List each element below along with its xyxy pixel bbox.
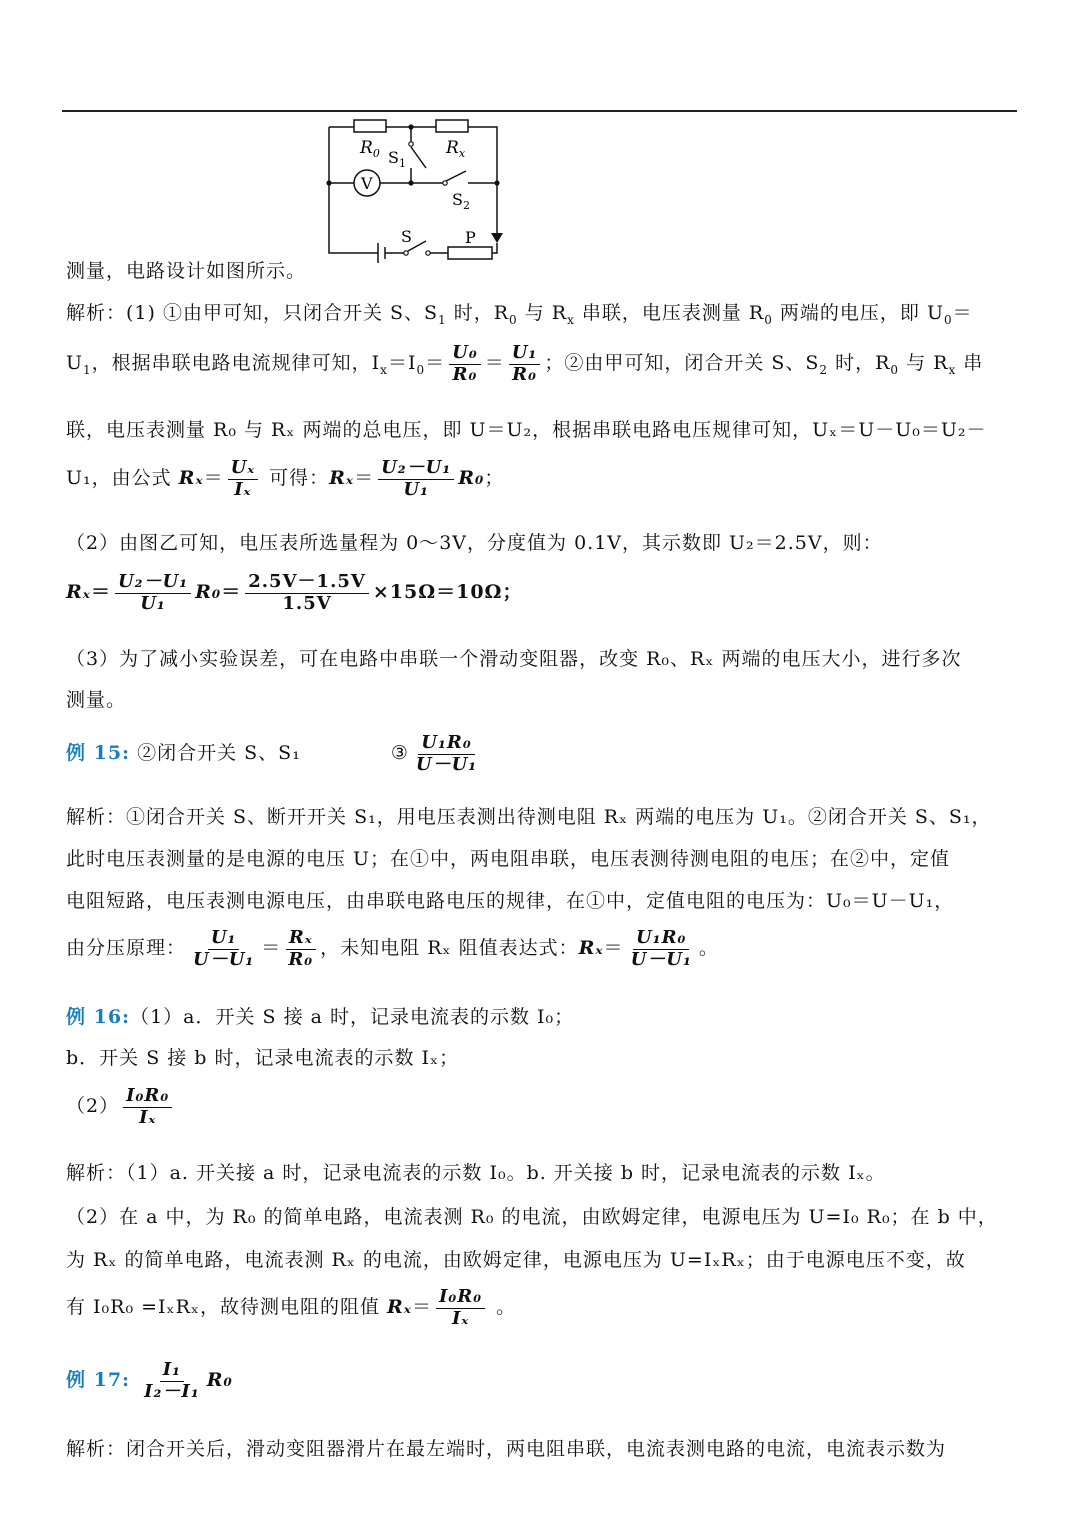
fraction-U1-R0: $\frac{\text{U₁}}{\text{R₀}}$ [509, 343, 541, 385]
label-S1: $S_1$ [388, 148, 406, 170]
text-line-21: 有 I₀R₀ =IₓRₓ，故待测电阻的阻值 Rₓ＝ $\frac{\text{I₀R₀}}{\text{Iₓ}}$ 。 [66, 1286, 517, 1329]
text-line-4: 联，电压表测量 R₀ 与 Rₓ 两端的总电压，即 U＝U₂，根据串联电路电压规律可知，Uₓ＝U－U₀＝U₂－ [66, 419, 987, 441]
text-line-23: 解析：闭合开关后，滑动变阻器滑片在最左端时，两电阻串联，电流表测电路的电流，电流表示数为 [66, 1438, 947, 1460]
voltmeter-label: V [361, 174, 373, 193]
header-rule [62, 110, 1017, 112]
fraction-U2mU1-U1: $\frac{\text{U₂－U₁}}{\text{U₁}}$ [378, 458, 454, 500]
fraction-Ux-Ix: $\frac{\text{Uₓ}}{\text{Iₓ}}$ [228, 458, 258, 500]
text-line-8: （3）为了减小实验误差，可在电路中串联一个滑动变阻器，改变 R₀、Rₓ 两端的电压大小，进行多次 [66, 648, 962, 670]
text-line-2: 解析：(1) ①由甲可知，只闭合开关 S、$S_1$ 时，$R_0$ 与 $R_x$ 串联，电压表测量 $R_0$ 两端的电压，即 $U_0=$ [66, 302, 973, 327]
fraction-U1R0-UmU1: $\frac{\text{U₁R₀}}{\text{U－U₁}}$ [415, 732, 478, 775]
text-line-7: Rₓ＝ $\frac{\text{U₂－U₁}}{\text{U₁}}$ R₀＝ $\frac{2.5V-1.5V}{1.5V}$ ×15Ω＝10Ω； [66, 571, 523, 614]
example-16: 例 16:（1）a．开关 S 接 a 时，记录电流表的示数 I₀； [66, 1006, 575, 1028]
text-line-3: $U_1$，根据串联电路电流规律可知，$I_x=I_0=$ $\frac{\text{U₀}}{\text{R₀}}$ ＝ $\frac{\text{U₁}}{\text{R₀}}$ ；②由甲可知，闭合开关 S、$S_2$ 时，$R_0$ 与 $R_x$ 串 [66, 342, 984, 385]
fraction-U0-R0: $\frac{\text{U₀}}{\text{R₀}}$ [449, 343, 481, 385]
label-R0: $R_0$ [360, 138, 380, 160]
label-Rx: $R_x$ [446, 138, 466, 160]
text-line-9: 测量。 [66, 689, 127, 711]
fraction-U1R0-UmU1-b: $\frac{\text{U₁R₀}}{\text{U－U₁}}$ [630, 927, 692, 970]
fraction-Rx-R0: $\frac{\text{Rₓ}}{\text{R₀}}$ [285, 928, 316, 970]
label-S2: $S_2$ [452, 190, 470, 212]
label-P: P [465, 228, 476, 247]
circuit-diagram [318, 115, 503, 270]
text-line-19: （2）在 a 中，为 R₀ 的简单电路，电流表测 R₀ 的电流，由欧姆定律，电源电压为 U=I₀ R₀；在 b 中， [66, 1206, 998, 1228]
example-15: 例 15: ②闭合开关 S、S₁ ③ $\frac{\text{U₁R₀}}{\text{U－U₁}}$ [66, 733, 484, 775]
fraction-I0R0-Ix: $\frac{\text{I₀R₀}}{\text{Iₓ}}$ [123, 1086, 172, 1128]
fraction-U1-UmU1: $\frac{\text{U₁}}{\text{U－U₁}}$ [193, 927, 255, 970]
example-17: 例 17: $\frac{\text{I₁}}{\text{I₂－I₁}}$ R₀ [66, 1359, 233, 1402]
text-line-16: b．开关 S 接 b 时，记录电流表的示数 Iₓ； [66, 1047, 460, 1069]
text-line-17: （2） $\frac{\text{I₀R₀}}{\text{Iₓ}}$ [66, 1086, 176, 1128]
text-line-13: 电阻短路，电压表测电源电压，由串联电路电压的规律，在①中，定值电阻的电压为：U₀＝U－U₁， [66, 890, 955, 912]
text-line-5: U₁，由公式 Rₓ＝ $\frac{\text{Uₓ}}{\text{Iₓ}}$ 可得：Rₓ＝ $\frac{\text{U₂－U₁}}{\text{U₁}}$ R₀； [66, 457, 505, 500]
fraction-I0R0-Ix-b: $\frac{\text{I₀R₀}}{\text{Iₓ}}$ [436, 1287, 485, 1329]
text-line-11: 解析：①闭合开关 S、断开开关 S₁，用电压表测出待测电阻 Rₓ 两端的电压为 U₁。②闭合开关 S、S₁， [66, 806, 992, 828]
fraction-I1-I2mI1: $\frac{\text{I₁}}{\text{I₂－I₁}}$ [144, 1359, 200, 1402]
fraction-values: $\frac{2.5V-1.5V}{1.5V}$ [245, 572, 369, 614]
text-line-12: 此时电压表测量的是电源的电压 U；在①中，两电阻串联，电压表测待测电阻的电压；在②中，定值 [66, 848, 951, 870]
text-line-20: 为 Rₓ 的简单电路，电流表测 Rₓ 的电流，由欧姆定律，电源电压为 U=IₓRₓ；由于电源电压不变，故 [66, 1249, 966, 1271]
text-line-14: 由分压原理： $\frac{\text{U₁}}{\text{U－U₁}}$ ＝ $\frac{\text{Rₓ}}{\text{R₀}}$ ，未知电阻 Rₓ 阻值表达式：Rₓ＝ $\frac{\text{U₁R₀}}{\text{U－U₁}}$ 。 [66, 927, 719, 970]
text-line-18: 解析：（1）a. 开关接 a 时，记录电流表的示数 I₀。b. 开关接 b 时，记录电流表的示数 Iₓ。 [66, 1162, 886, 1184]
label-S: S [401, 227, 412, 246]
text-line-6: （2）由图乙可知，电压表所选量程为 0～3V，分度值为 0.1V，其示数即 U₂＝2.5V，则： [66, 532, 883, 554]
fraction-U2mU1-U1-b: $\frac{\text{U₂－U₁}}{\text{U₁}}$ [115, 572, 191, 614]
text-line-1: 测量，电路设计如图所示。 [66, 260, 307, 282]
